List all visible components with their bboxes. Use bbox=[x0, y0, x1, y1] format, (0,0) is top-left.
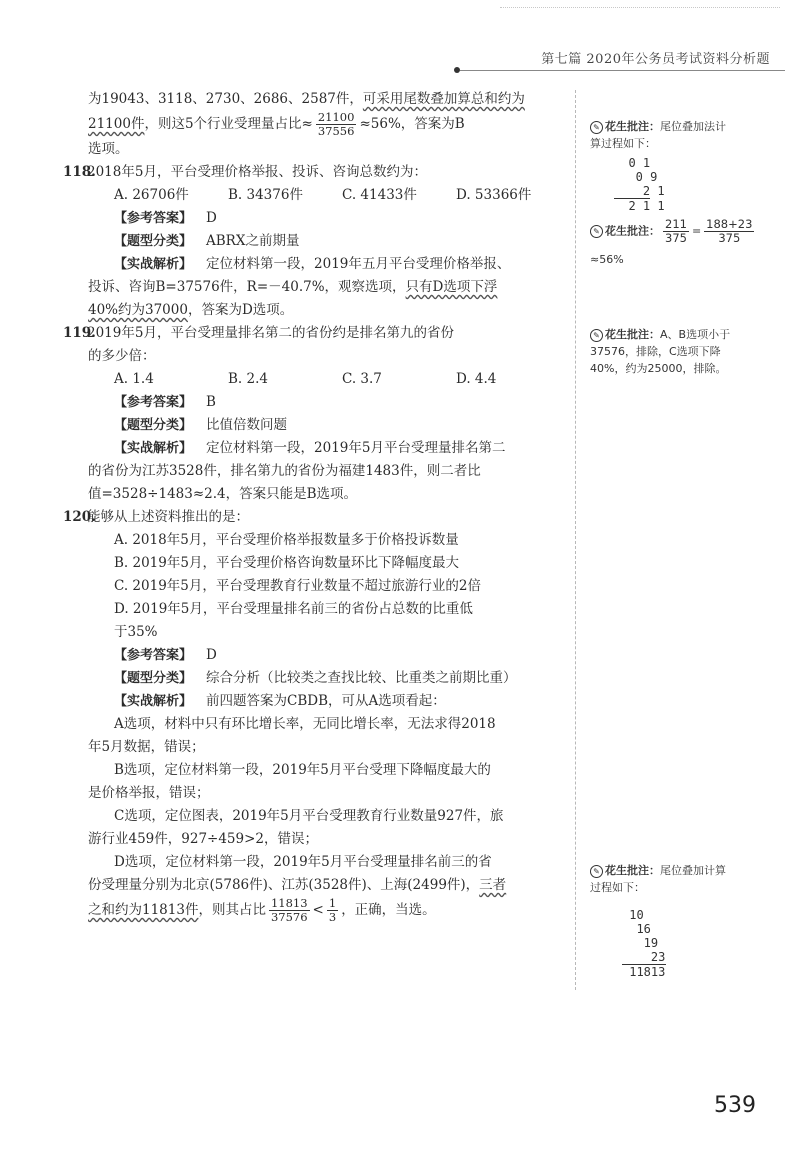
question-120-option-a: A. 2018年5月，平台受理价格举报数量多于价格投诉数量 bbox=[114, 532, 459, 548]
fraction: $\frac{211}{375}$ bbox=[665, 217, 687, 245]
page-number: 539 bbox=[714, 1093, 756, 1118]
side-note-3: ✎ 花生批注：A、B选项小于 37576，排除，C选项下降 40%，约为25000，排除。 bbox=[590, 328, 731, 375]
analysis-120-b-2: 是价格举报，错误； bbox=[88, 785, 210, 801]
analysis-120-a-2: 年5月数据，错误； bbox=[88, 739, 205, 755]
continuation-line-3: 选项。 bbox=[88, 141, 129, 157]
analysis-120-d-3: 之和约为11813件，则其占比 $\frac{11813}{37576}$ < $\frac{1}{3}$ ，正确，当选。 bbox=[88, 896, 436, 924]
analysis-120-intro: 【实战解析】 前四题答案为CBDB，可从A选项看起： bbox=[114, 693, 446, 709]
header-rule bbox=[460, 70, 785, 71]
question-120-option-d-1: D. 2019年5月，平台受理量排名前三的省份占总数的比重低 bbox=[114, 601, 473, 617]
type-120: 【题型分类】 综合分析（比较类之查找比较、比重类之前期比重） bbox=[114, 670, 517, 686]
analysis-120-d-2: 份受理量分别为北京(5786件)、江苏(3528件)、上海(2499件)，三者 bbox=[88, 877, 507, 893]
note-icon: ✎ bbox=[590, 329, 603, 342]
question-120-option-b: B. 2019年5月，平台受理价格咨询数量环比下降幅度最大 bbox=[114, 555, 459, 571]
option-b: B. 2.4 bbox=[228, 371, 268, 387]
question-119-options bbox=[88, 368, 578, 391]
question-120-option-d-2: 于35% bbox=[114, 624, 158, 640]
answer-119: 【参考答案】 B bbox=[114, 394, 216, 410]
analysis-119-line-3: 值=3528÷1483≈2.4，答案只能是B选项。 bbox=[88, 486, 358, 502]
option-c: C. 3.7 bbox=[342, 371, 382, 387]
continuation-line-1: 为19043、3118、2730、2686、2587件，可采用尾数叠加算总和约为 bbox=[88, 91, 525, 107]
question-118-options bbox=[88, 184, 578, 207]
option-b: B. 34376件 bbox=[228, 187, 303, 203]
option-d: D. 53366件 bbox=[456, 187, 532, 203]
analysis-118-line-2: 投诉、咨询B=37576件，R=－40.7%，观察选项，只有D选项下浮 bbox=[88, 279, 498, 295]
note-icon: ✎ bbox=[590, 121, 603, 134]
option-a: A. 26706件 bbox=[114, 187, 189, 203]
tail-addition-calc: 0 1 0 9 2 1 2 1 1 bbox=[614, 156, 665, 213]
analysis-119-line-2: 的省份为江苏3528件，排名第九的省份为福建1483件，则二者比 bbox=[88, 463, 481, 479]
side-note-4: ✎ 花生批注：尾位叠加计算 过程如下： 10 16 19 23 11813 bbox=[590, 862, 780, 979]
question-120-option-c: C. 2019年5月，平台受理教育行业数量不超过旅游行业的2倍 bbox=[114, 578, 481, 594]
answer-118: 【参考答案】 D bbox=[114, 210, 217, 226]
type-118: 【题型分类】 ABRX之前期量 bbox=[114, 233, 300, 249]
type-119: 【题型分类】 比值倍数问题 bbox=[114, 417, 288, 433]
answer-120: 【参考答案】 D bbox=[114, 647, 217, 663]
note-icon: ✎ bbox=[590, 865, 603, 878]
question-119-stem-1: 119.2019年5月，平台受理量排名第二的省份约是排名第九的省份 bbox=[63, 325, 454, 341]
analysis-120-d-1: D选项，定位材料第一段，2019年5月平台受理量排名前三的省 bbox=[114, 854, 492, 870]
fraction: $\frac{11813}{37576}$ bbox=[270, 896, 308, 924]
analysis-120-a-1: A选项，材料中只有环比增长率，无同比增长率，无法求得2018 bbox=[114, 716, 496, 732]
option-a: A. 1.4 bbox=[114, 371, 154, 387]
continuation-line-2: 21100件，则这5个行业受理量占比≈ $\frac{21100}{37556}$ ≈56%，答案为B bbox=[88, 110, 465, 138]
running-header: 第七篇 2020年公务员考试资料分析题 bbox=[541, 52, 770, 67]
note-icon: ✎ bbox=[590, 225, 603, 238]
analysis-118-line-3: 40%约为37000，答案为D选项。 bbox=[88, 302, 294, 318]
fraction: $\frac{188+23}{375}$ bbox=[706, 217, 753, 245]
side-note-1: ✎ 花生批注：尾位叠加法计 算过程如下： 0 1 0 9 2 1 2 1 1 bbox=[590, 118, 780, 213]
top-dotted-line bbox=[500, 7, 780, 8]
question-118-stem: 118.2018年5月，平台受理价格举报、投诉、咨询总数约为： bbox=[63, 164, 427, 180]
analysis-119-line-1: 【实战解析】 定位材料第一段，2019年5月平台受理量排名第二 bbox=[114, 440, 506, 456]
question-119-stem-2: 的多少倍： bbox=[88, 348, 156, 364]
analysis-120-c-2: 游行业459件，927÷459>2，错误； bbox=[88, 831, 319, 847]
tail-addition-calc: 10 16 19 23 11813 bbox=[622, 908, 666, 979]
option-d: D. 4.4 bbox=[456, 371, 497, 387]
main-column bbox=[63, 88, 578, 924]
side-note-2: ✎ 花生批注： $\frac{211}{375}$ = $\frac{188+23}{375}$ ≈56% bbox=[590, 217, 753, 266]
analysis-120-b-1: B选项，定位材料第一段，2019年5月平台受理下降幅度最大的 bbox=[114, 762, 491, 778]
analysis-118-line-1: 【实战解析】 定位材料第一段，2019年五月平台受理价格举报、 bbox=[114, 256, 511, 272]
question-120-stem: 120.能够从上述资料推出的是： bbox=[63, 509, 249, 525]
analysis-120-c-1: C选项，定位图表，2019年5月平台受理教育行业数量927件，旅 bbox=[114, 808, 504, 824]
fraction: $\frac{1}{3}$ bbox=[328, 896, 337, 924]
fraction: $\frac{21100}{37556}$ bbox=[317, 110, 355, 138]
option-c: C. 41433件 bbox=[342, 187, 417, 203]
